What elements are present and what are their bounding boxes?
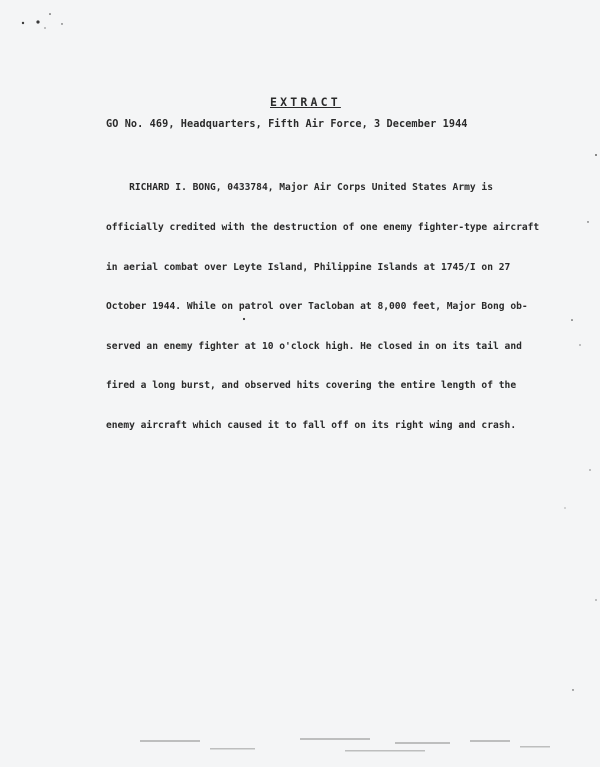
body-line: served an enemy fighter at 10 o'clock high. He closed in on its tail and (106, 340, 522, 352)
body-line: RICHARD I. BONG, 0433784, Major Air Corps United States Army is (106, 182, 493, 194)
body-line: fired a long burst, and observed hits covering the entire length of the (106, 380, 517, 392)
body-line: October 1944. While on patrol over Tacloban at 8,000 feet, Major Bong ob- (106, 301, 528, 313)
document-body (106, 155, 540, 459)
body-line: officially credited with the destruction of one enemy fighter-type aircraft (106, 222, 540, 234)
body-line: enemy aircraft which caused it to fall off on its right wing and crash. (106, 420, 517, 432)
body-line: in aerial combat over Leyte Island, Philippine Islands at 1745/I on 27 (106, 261, 511, 273)
document-subheading: GO No. 469, Headquarters, Fifth Air Force, 3 December 1944 (106, 119, 468, 130)
document-heading: EXTRACT (270, 95, 341, 109)
